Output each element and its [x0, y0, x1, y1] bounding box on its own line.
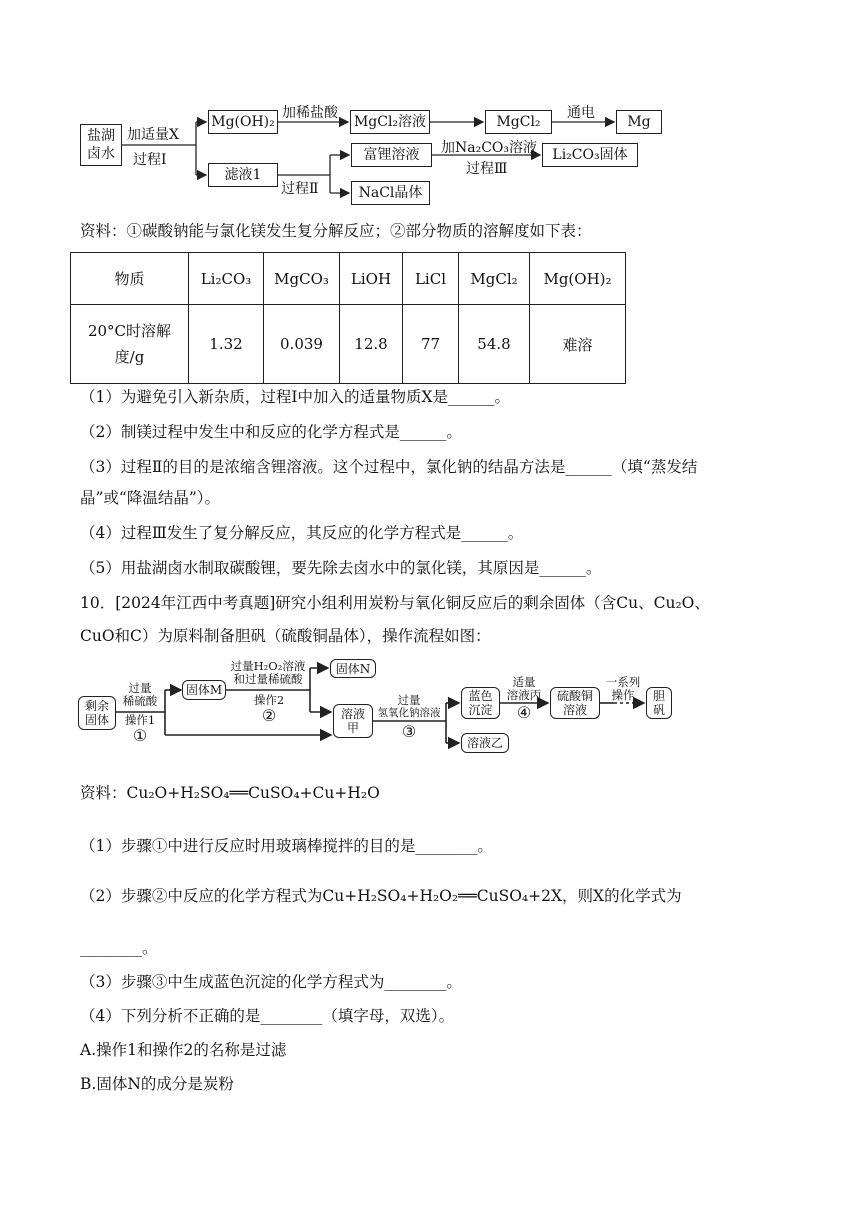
mg-box: Mg [616, 110, 662, 134]
h2o2-label [226, 660, 310, 686]
li2co3-box: Li₂CO₃固体 [542, 143, 638, 167]
solution-c-label-line2: 溶液丙 [506, 688, 542, 702]
q10-option-a: A.操作1和操作2的名称是过滤 [80, 1041, 287, 1059]
op2-label-text: 操作2 [253, 693, 285, 707]
step4-circle: ④ [516, 703, 532, 722]
brine-box-line1: 盐湖 [87, 128, 115, 144]
residue-box [78, 696, 116, 730]
excess-acid-label-line2: 稀硫酸 [122, 694, 158, 708]
q10-option-b: B.固体N的成分是炭粉 [80, 1075, 234, 1093]
filtrate1-box: 滤液1 [208, 163, 278, 187]
solution-b-box: 溶液乙 [461, 733, 509, 753]
solid-n-box: 固体N [330, 659, 376, 678]
table-cell: 0.039 [264, 305, 340, 384]
naoh-label-line2: 氢氧化钠溶液 [377, 707, 441, 719]
q9-sub3-line1: （3）过程Ⅱ的目的是浓缩含锂溶液。这个过程中，氯化钠的结晶方法是______（填“蒸发结 [80, 458, 698, 476]
li-rich-solution-box: 富锂溶液 [351, 143, 432, 167]
table-cell: 77 [403, 305, 459, 384]
naoh-label [372, 694, 446, 720]
table-col-lioh: LiOH [340, 253, 403, 305]
solution-c-label [500, 676, 548, 702]
q10-sub1: （1）步骤①中进行反应时用玻璃棒搅拌的目的是________。 [80, 837, 493, 855]
mgcl2-box: MgCl₂ [485, 110, 552, 134]
solution-a-box-line2: 甲 [346, 721, 359, 735]
q9-sub4: （4）过程Ⅲ发生了复分解反应，其反应的化学方程式是______。 [80, 524, 524, 542]
naoh-label-line1: 过量 [397, 693, 421, 707]
solution-a-box-line1: 溶液 [340, 707, 365, 721]
table-col-mgco3: MgCO₃ [264, 253, 340, 305]
blue-precipitate-line2: 沉淀 [468, 703, 493, 717]
table-col-mgcl2: MgCl₂ [459, 253, 530, 305]
q10-intro-line2: CuO和C）为原料制备胆矾（硫酸铜晶体），操作流程如图： [80, 627, 491, 645]
add-na2co3-label: 加Na₂CO₃溶液 [441, 140, 538, 156]
series-ops-label [600, 676, 646, 702]
table-cell: 54.8 [459, 305, 530, 384]
q10-sub2-line2: ________。 [80, 939, 158, 957]
op1-label-text: 操作1 [124, 713, 156, 727]
q10-sub3: （3）步骤③中生成蓝色沉淀的化学方程式为________。 [80, 973, 462, 991]
q10-sub2-line1: （2）步骤②中反应的化学方程式为Cu+H₂SO₄+H₂O₂══CuSO₄+2X，则X的化学式为 [80, 887, 682, 905]
table-col-licl: LiCl [403, 253, 459, 305]
op1-label [118, 714, 162, 745]
electrolysis-label: 通电 [567, 105, 595, 121]
blue-vitriol-line2: 矾 [652, 703, 665, 717]
step1-circle: ① [132, 726, 148, 745]
q10-intro-line1: 10．[2024年江西中考真题]研究小组利用炭粉与氧化铜反应后的剩余固体（含Cu、Cu₂O、 [80, 594, 710, 612]
table-cell: 1.32 [189, 305, 264, 384]
flowchart1-arrows [0, 0, 860, 215]
mgoh2-box: Mg(OH)₂ [208, 110, 278, 134]
excess-acid-label-line1: 过量 [128, 681, 152, 695]
mgcl2-solution-box: MgCl₂溶液 [350, 110, 430, 134]
series-ops-label-line2: 操作 [611, 688, 635, 702]
table-col-li2co3: Li₂CO₃ [189, 253, 264, 305]
process3-label: 过程Ⅲ [466, 161, 508, 177]
excess-acid-label [118, 682, 162, 708]
blue-precipitate-box [461, 687, 500, 719]
solution-a-box [333, 704, 373, 738]
op2-label [236, 694, 302, 725]
info-note-1: 资料：①碳酸钠能与氯化镁发生复分解反应；②部分物质的溶解度如下表： [80, 222, 592, 240]
q9-sub3-line2: 晶”或“降温结晶”）。 [80, 489, 221, 507]
q9-sub2: （2）制镁过程中发生中和反应的化学方程式是______。 [80, 423, 462, 441]
table-col-mgoh2: Mg(OH)₂ [530, 253, 626, 305]
blue-vitriol-box [646, 687, 672, 719]
q9-sub1: （1）为避免引入新杂质，过程Ⅰ中加入的适量物质X是______。 [80, 388, 511, 406]
nacl-box: NaCl晶体 [351, 181, 430, 205]
solubility-table [70, 252, 626, 384]
table-cell: 12.8 [340, 305, 403, 384]
add-hcl-label: 加稀盐酸 [282, 105, 338, 121]
table-row-label [71, 305, 189, 384]
table-cell: 难溶 [530, 305, 626, 384]
brine-box [80, 124, 122, 166]
cuso4-solution-line2: 溶液 [562, 703, 587, 717]
q9-sub5: （5）用盐湖卤水制取碳酸锂，要先除去卤水中的氯化镁，其原因是______。 [80, 559, 602, 577]
brine-box-line2: 卤水 [87, 146, 115, 162]
process1-label: 过程Ⅰ [133, 152, 167, 168]
q10-sub4: （4）下列分析不正确的是________（填字母，双选）。 [80, 1007, 455, 1025]
solution-c-label-line1: 适量 [512, 675, 536, 689]
cuso4-solution-line1: 硫酸铜 [556, 689, 593, 703]
blue-precipitate-line1: 蓝色 [468, 689, 493, 703]
process2-label: 过程Ⅱ [281, 181, 319, 197]
blue-vitriol-line1: 胆 [652, 689, 665, 703]
residue-box-line1: 剩余 [84, 699, 109, 713]
table-row-label-line1: 20°C时溶解 [87, 322, 172, 340]
q10-info: 资料：Cu₂O+H₂SO₄══CuSO₄+Cu+H₂O [80, 784, 380, 802]
add-x-label: 加适量X [127, 127, 179, 143]
series-ops-label-line1: 一系列 [605, 675, 641, 689]
step3-circle: ③ [401, 722, 417, 741]
residue-box-line2: 固体 [84, 713, 109, 727]
table-row-label-line2: 度/g [114, 348, 145, 366]
h2o2-label-line1: 过量H₂O₂溶液 [230, 659, 306, 673]
h2o2-label-line2: 和过量稀硫酸 [233, 672, 303, 686]
step2-circle: ② [261, 706, 277, 725]
solid-m-box: 固体M [182, 680, 226, 700]
cuso4-solution-box [550, 687, 600, 719]
table-header-label: 物质 [71, 253, 189, 305]
